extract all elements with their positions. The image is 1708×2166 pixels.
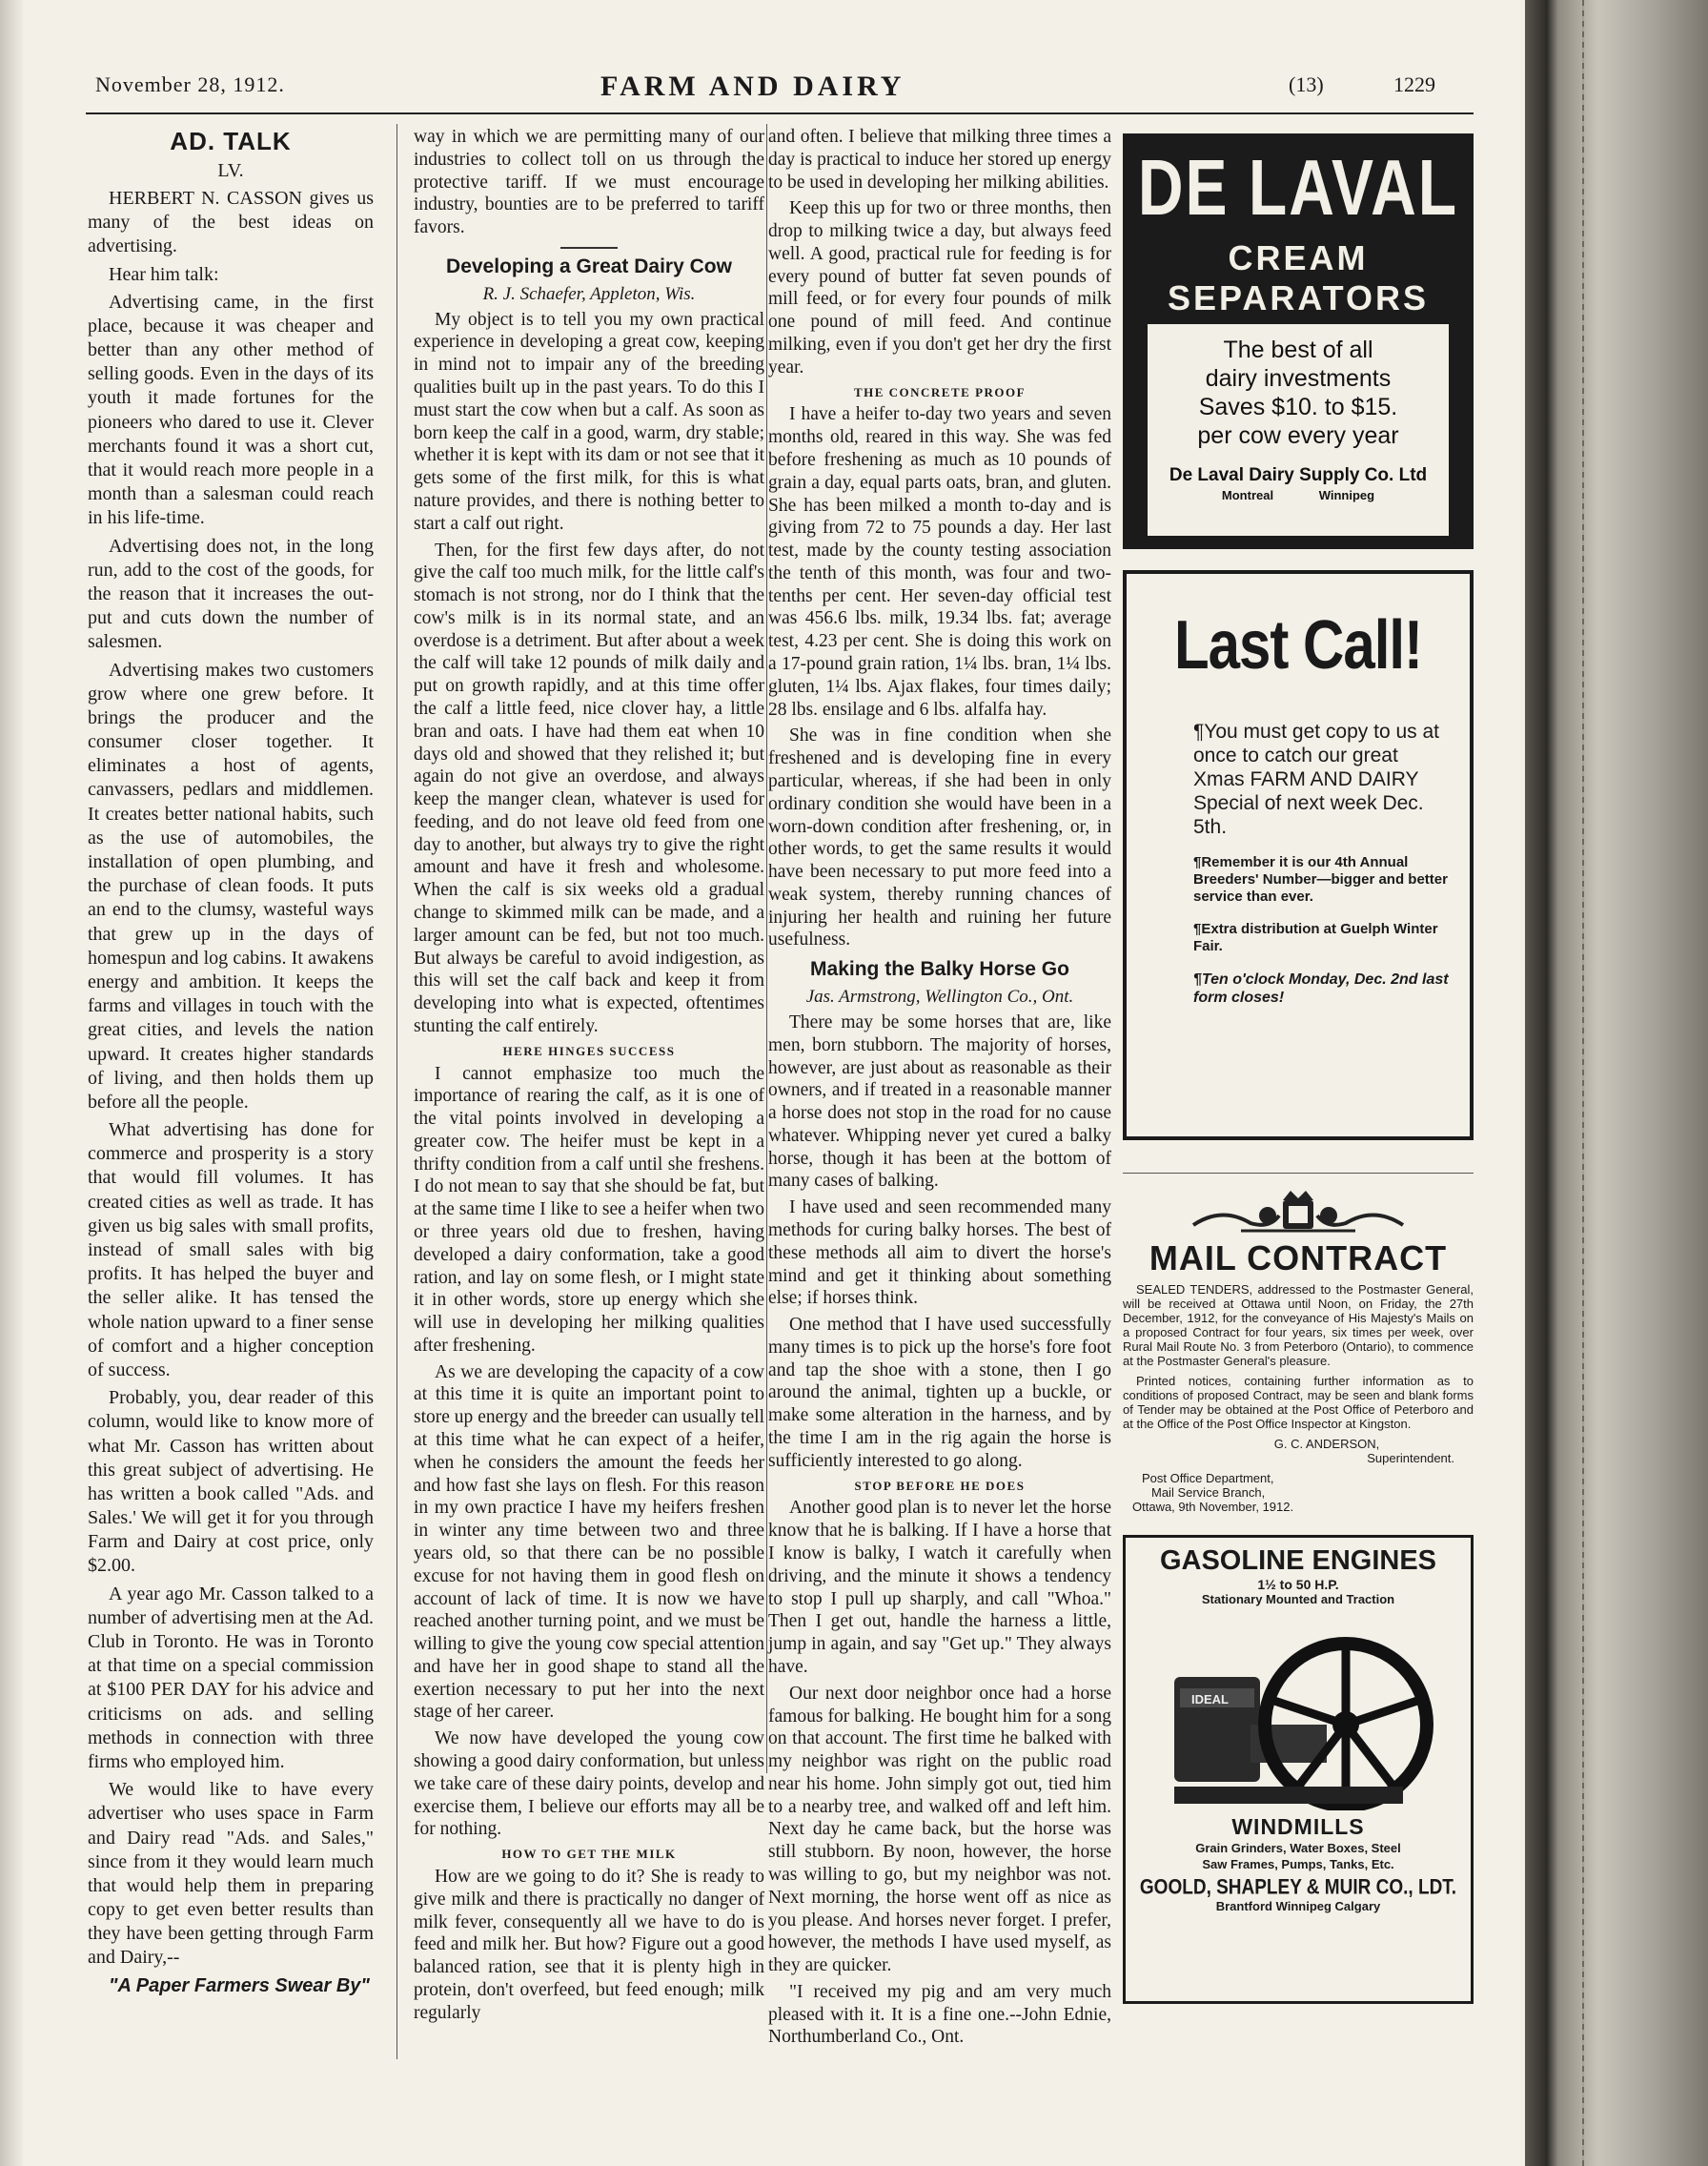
paragraph: Printed notices, containing further information as to conditions of proposed Contract, may be seen and blank forms of Tender may be obtained at the Post Office of Peterboro and at the Office of the Post Office Inspector at Kingston. [1123, 1374, 1474, 1431]
subheading: THE CONCRETE PROOF [853, 384, 1027, 399]
offer-text: per cow every year [1197, 422, 1399, 449]
dairy-cow-column [414, 126, 764, 2028]
royal-coat-of-arms-icon [1184, 1187, 1413, 1236]
last-call-body [1193, 720, 1449, 1007]
masthead-title: FARM AND DAIRY [600, 71, 905, 102]
article-title: Developing a Great Dairy Cow [446, 255, 732, 277]
paragraph: Then, for the first few days after, do not give the calf too much milk, for the little calf's stomach is not strong, nor do I think that the cow's milk is in its normal state, and an overdose is a detriment. But after about a week the calf will take 12 pounds of milk daily and put on growth rapidly, and at this time offer the calf a little feed, nice clover hay, a little bran and oats. I have had them eat when 10 days old and showed that they relished it; but again do not give an overdose, and always keep the manger clean, whatever is used for feeding, and do not leave old feed from one day to another, but always try to give the right amount and have it fresh and wholesome. When the calf is six weeks old a gradual change to skimmed milk can be made, and a larger amount can be fed, but not too much. But always be careful to avoid indigestion, as this will set the calf back and keep it from developing into what is expected, oftentimes stunting the calf entirely. [414, 540, 764, 1036]
city: Winnipeg [1318, 488, 1375, 502]
header-rule [86, 112, 1474, 114]
paragraph: A year ago Mr. Casson talked to a number of advertising men at the Ad. Club in Toronto. He was in Toronto at that time on a special commission at $100 PER DAY for his advice and criticisms on ads. and selling methods in connection with three firms who employed him. [88, 1583, 374, 1772]
page-edge [0, 0, 25, 2166]
footer-line: Mail Service Branch, [1151, 1485, 1266, 1500]
city: Montreal [1221, 488, 1274, 502]
paragraph: HERBERT N. CASSON gives us many of the best ideas on advertising. [88, 187, 374, 257]
footer-line: Post Office Department, [1142, 1471, 1274, 1485]
footer-line: Ottawa, 9th November, 1912. [1132, 1500, 1294, 1514]
product-line: Saw Frames, Pumps, Tanks, Etc. [1202, 1857, 1394, 1871]
paragraph: She was in fine condition when she freshened and is developing fine in every particular, whereas, if she had been in only ordinary condition she would have been in a worn-down condition after freshening, or, in other words, to get the same results it would have been necessary to put more feed into a weak system, thereby running chances of injuring her health and ruining her future usefulness. [768, 725, 1111, 950]
paragraph: My object is to tell you my own practical experience in developing a great cow, keeping in mind not to impair any of the breeding qualities built up in the past years. To do this I must start the cow when but a calf. As soon as born keep the calf in a good, warm, dry stable; whether it is kept with its dam or not see that it gets some of the first milk, for this is what nature provides, and there is nothing better to start a calf out right. [414, 309, 764, 534]
paragraph: As we are developing the capacity of a cow at this time it is quite an important point to store up energy and the breeder can usually tell at this time what he can expect of a heifer, when he considers the amount the feeds her and how fast she lays on flesh. For this reason in my own practice I have my heifers freshen in winter any time between two and three years old, so that there can be no possible excuse for not having them in good flesh on account of lack of time. It is now we have reached another turning point, and we must be willing to give the young cow special attention and have her in good shape to stand all the exertion necessary to put her into the next stage of her career. [414, 1361, 764, 1723]
mail-contract-title: MAIL CONTRACT [1149, 1238, 1448, 1277]
product-line: Grain Grinders, Water Boxes, Steel [1195, 1841, 1401, 1855]
company-name: De Laval Dairy Supply Co. Ltd [1169, 465, 1428, 485]
slogan: "A Paper Farmers Swear By" [109, 1974, 370, 1996]
offer-text: Saves $10. to $15. [1198, 394, 1398, 420]
last-call-advertisement [1123, 570, 1474, 1140]
ad-talk-number: LV. [217, 159, 244, 181]
ad-talk-column [88, 126, 374, 2002]
de-laval-advertisement [1123, 133, 1474, 549]
paragraph: Advertising makes two customers grow where one grew before. It brings the producer and the consumer closer together. It eliminates a host of agents, canvassers, pedlars and middlemen. It creates better national habits, such as the use of automobiles, the installation of open plumbing, and the purchase of clean foods. It puts an end to the clumsy, wasteful ways that grew up in the days of homespun and log cabins. It awakens energy and ambition. It keeps the farms and villages in touch with the great cities, and levels the nation upward. It creates higher standards of living, and then holds them up before all the people. [88, 659, 374, 1113]
last-call-title: Last Call! [1173, 606, 1423, 684]
page-number: 1229 [1393, 72, 1435, 96]
windmills-heading: WINDMILLS [1231, 1814, 1365, 1839]
paragraph: way in which we are permitting many of our industries to collect toll on us through the protective tariff. If we must encourage industry, bounties are to be preferred to tariff favors. [414, 127, 764, 238]
advertisement-column [1123, 133, 1474, 2004]
issue-date: November 28, 1912. [95, 72, 285, 96]
deadline-text: ¶Ten o'clock Monday, Dec. 2nd last form closes! [1193, 971, 1449, 1006]
mail-contract-notice [1123, 1173, 1474, 1514]
column-divider [396, 124, 397, 2059]
offer-text: dairy investments [1205, 365, 1392, 392]
ad-talk-title: AD. TALK [170, 127, 292, 155]
paragraph: Another good plan is to never let the horse know that he is balking. If I have a horse that I know is balky, I watch it carefully when driving, and the minute it shows a tendency to stop I pull up sharply, and call "Whoa." Then I get out, handle the harness a little, jump in again, and say "Get up." They always have. [768, 1498, 1111, 1677]
de-laval-offer-box [1148, 324, 1449, 536]
notice-text: ¶Remember it is our 4th Annual Breeders' Number—bigger and better service than ever. [1193, 854, 1448, 905]
paragraph: Probably, you, dear reader of this column, would like to know more of what Mr. Casson has written about this great subject of advertising. He has written a book called "Ads. and Sales.' We will get it for you through Farm and Dairy at cost price, only $2.00. [88, 1387, 374, 1577]
company-name: GOOLD, SHAPLEY & MUIR CO., LDT. [1139, 1876, 1457, 1900]
article-title: Making the Balky Horse Go [810, 958, 1069, 981]
de-laval-product-line2: SEPARATORS [1167, 278, 1430, 317]
engine-label: IDEAL [1191, 1692, 1229, 1706]
book-binding [1525, 0, 1708, 2166]
company-cities: Brantford Winnipeg Calgary [1215, 1899, 1381, 1913]
section-page: (13) [1289, 72, 1324, 96]
paragraph: How are we going to do it? She is ready to give milk and there is practically no danger of milk fever, consequently all we have to do is feed and milk her. But how? Figure out a good balanced ration, see that it is plenty high in protein, don't overfeed, but feed enough; milk regularly [414, 1866, 764, 2023]
paragraph: I have a heifer to-day two years and seven months old, reared in this way. She was fed before freshening as much as 10 pounds of grain a day, equal parts oats, bran, and gluten. She has been milked a month to-day and is giving from 72 to 75 pounds a day. Her last test, made by the county testing association the tenth of this month, was four and two-tenths per cent. Her seven-day official test was 456.6 lbs. milk, 19.34 lbs. fat; average test, 4.23 per cent. She is doing this work on a 17-pound grain ration, 1¼ lbs. bran, 1¼ lbs. gluten, 1¼ lbs. Ajax flakes, four times daily; 28 lbs. ensilage and 6 lbs. alfalfa hay. [768, 404, 1111, 720]
paragraph: "I received my pig and am very much pleased with it. It is a fine one.--John Ednie, Northumberland Co., Ont. [768, 1981, 1111, 2048]
de-laval-product-line1: CREAM [1228, 238, 1369, 277]
subheading: HOW TO GET THE MILK [501, 1847, 677, 1862]
gasoline-title: GASOLINE ENGINES [1159, 1545, 1437, 1576]
paragraph: Advertising came, in the first place, because it was cheaper and better than any other method of selling goods. Even in the days of its youth it made fortunes for the pioneers who dared to use it. Clever merchants found it was a short cut, that it would reach more people in a month than a salesman could reach in his life-time. [88, 291, 374, 529]
paragraph: SEALED TENDERS, addressed to the Postmaster General, will be received at Ottawa until Noon, on Friday, the 27th December, 1912, for the conveyance of His Majesty's Mails on a proposed Contract for four years, six times per week, over Rural Mail Route No. 3 from Peterboro (Ontario), to commence at the Postmaster General's pleasure. [1123, 1282, 1474, 1368]
article-byline: Jas. Armstrong, Wellington Co., Ont. [805, 986, 1074, 1007]
company-cities [1148, 488, 1449, 502]
gasoline-engines-advertisement [1123, 1535, 1474, 2004]
article-byline: R. J. Schaefer, Appleton, Wis. [482, 283, 696, 304]
paragraph: and often. I believe that milking three times a day is practical to induce her stored up energy to be used in developing her milking abilities. [768, 127, 1111, 193]
de-laval-brand: DE LAVAL [1137, 142, 1459, 232]
product-list [1126, 1840, 1471, 1872]
paragraph: We would like to have every advertiser who uses space in Farm and Dairy read "Ads. and Sales," since from it they would learn much that would help them in preparing copy to get even better results than they have been getting through Farm and Dairy,-- [88, 1779, 374, 1969]
paragraph: I have used and seen recommended many methods for curing balky horses. The best of these methods all aim to divert the horse's mind and get it thinking about something else; if horses think. [768, 1197, 1111, 1309]
notice-text: ¶You must get copy to us at once to catch our great Xmas FARM AND DAIRY Special of next week Dec. 5th. [1193, 721, 1439, 838]
engine-types: Stationary Mounted and Traction [1201, 1592, 1395, 1606]
signer-name: G. C. ANDERSON, [1273, 1437, 1380, 1451]
paragraph: Hear him talk: [109, 263, 219, 285]
paragraph: Keep this up for two or three months, then drop to milking twice a day, but always feed well. A good, practical rule for feeding is for every pound of butter fat seven pounds of mill feed, or for every four pounds of milk one pound of mill feed. And continue milking, even if you don't get her dry the first year. [768, 198, 1111, 378]
paragraph: One method that I have used successfully many times is to pick up the horse's fore foot and tap the shoe with a stone, then I go around the animal, tighten up a buckle, or make some alteration in the harness, and by the time I am in the rig again the horse is sufficiently interested to go along. [768, 1315, 1111, 1471]
subheading: STOP BEFORE HE DOES [854, 1478, 1026, 1493]
gasoline-engine-illustration [1155, 1620, 1441, 1810]
page-header [95, 72, 1449, 111]
notice-text: ¶Extra distribution at Guelph Winter Fair. [1193, 921, 1438, 954]
paragraph: There may be some horses that are, like men, born stubborn. The majority of horses, however, are just about as reasonable as their owners, and if treated in a reasonable manner a horse does not stop in the road for no cause whatever. Whipping never yet cured a balky horse, though it has been at the bottom of many cases of balking. [768, 1011, 1111, 1192]
notice-footer [1132, 1471, 1474, 1514]
subheading: HERE HINGES SUCCESS [502, 1043, 676, 1058]
mail-contract-body [1123, 1282, 1474, 1514]
offer-text: The best of all [1223, 337, 1373, 363]
paragraph: I cannot emphasize too much the importance of rearing the calf, as it is one of the vital points involved in developing a greater cow. The heifer must be kept in a thrifty condition from a calf until she freshens. I do not mean to say that she should be fat, but at the same time I like to see a heifer when two or three years old due to freshen, having developed a dairy conformation, take a good ration, and lay on some flesh, or I might state it in other words, store up energy which she will use in developing her milking qualities after freshening. [414, 1063, 764, 1356]
divider [560, 247, 618, 249]
horsepower-range: 1½ to 50 H.P. [1257, 1577, 1339, 1592]
paragraph: Advertising does not, in the long run, add to the cost of the goods, for the reason that it increases the out-put and cuts down the number of salesmen. [88, 535, 374, 653]
paragraph: Our next door neighbor once had a horse famous for balking. He bought him for a song on that account. The first time he balked with my neighbor was right on the public road near his home. John simply got out, tied him to a nearby tree, and walked off and left him. Next day he came back, but the horse was still stubborn. By noon, however, the horse was willing to go, but my neighbor was not. Next morning, the horse went off as nice as you please. And horses never forget. I prefer, however, the methods I have used myself, as they are quicker. [768, 1683, 1111, 1976]
balky-horse-column [768, 126, 1111, 2053]
column-divider [766, 124, 767, 1773]
paragraph: We now have developed the young cow showing a good dairy conformation, but unless we take care of these dairy points, develop and exercise them, I believe our efforts may all be for nothing. [414, 1728, 764, 1840]
signer-title: Superintendent. [1367, 1451, 1454, 1465]
paragraph: What advertising has done for commerce and prosperity is a story that would fill volumes. It has created cities as well as trade. It has given us big sales with small profits, instead of small sales with big profits. It has helped the buyer and the seller alike. It has tensed the whole nation upward to a finer sense of comfort and a higher conception of success. [88, 1119, 374, 1380]
